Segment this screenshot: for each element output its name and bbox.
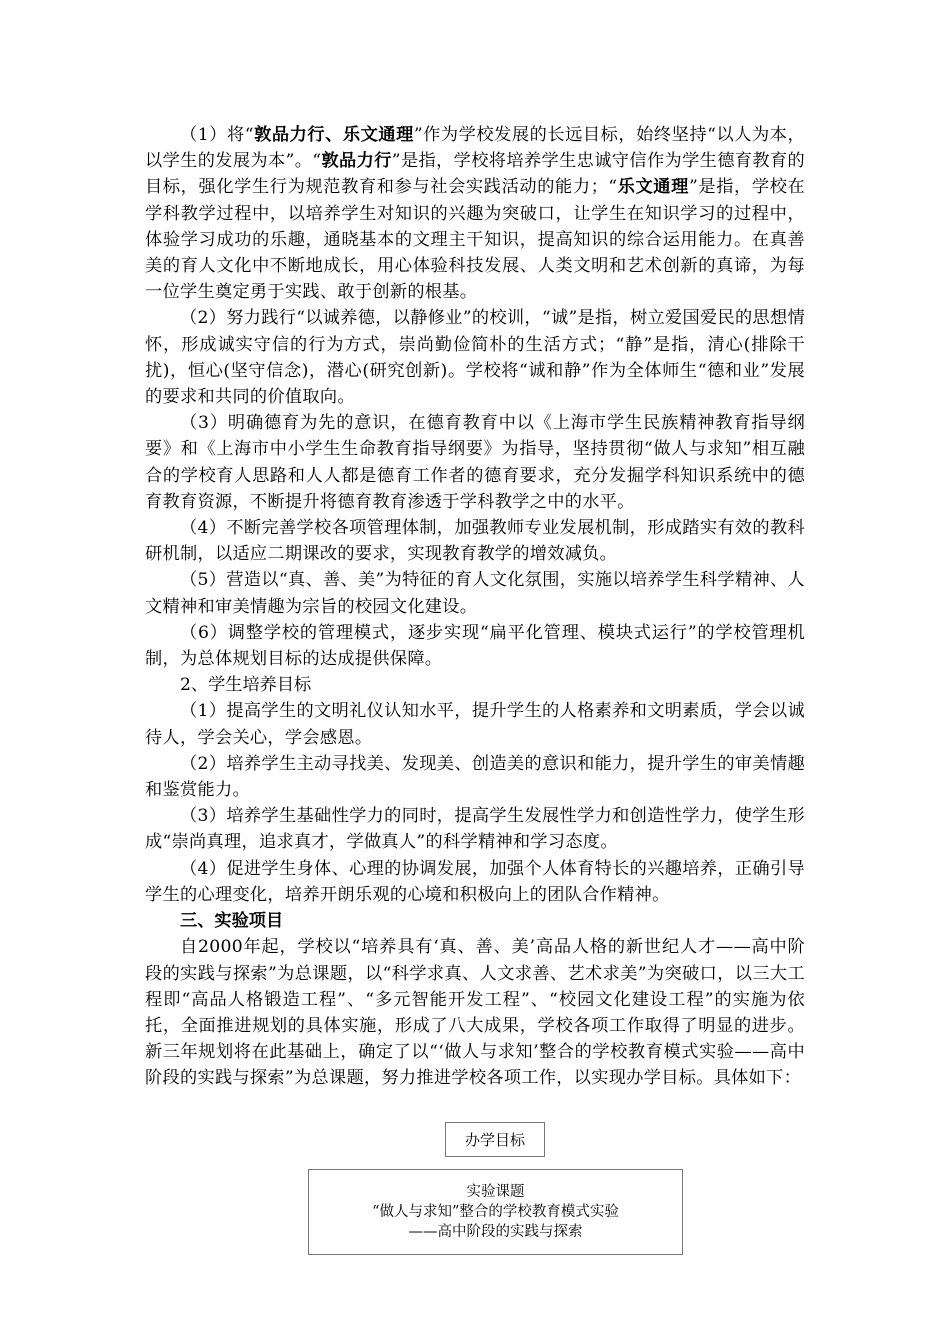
text-segment: ”是指，学校在学科教学过程中，以培养学生对知识的兴趣为突破口，让学生在知识学习的过程中，体验学习成功的乐趣，通晓基本的文理主干知识，提高知识的综合运用能力。在真善美的育人文化中不断地成长，用心体验科技发展、人类文明和艺术创新的真谛，为每一位学生奠定勇于实践、敢于创新的根基。 — [145, 177, 806, 303]
goal-paragraph-5: （5）营造以“真、善、美”为特征的育人文化氛围，实施以培养学生科学精神、人文精神和审美情趣为宗旨的校园文化建设。 — [145, 570, 805, 617]
student-goal-4: （4）促进学生身体、心理的协调发展，加强个人体育特长的兴趣培养，正确引导学生的心理变化，培养开朗乐观的心境和积极向上的团队合作精神。 — [145, 858, 805, 905]
goal-paragraph-3: （3）明确德育为先的意识，在德育教育中以《上海市学生民族精神教育指导纲要》和《上海市中小学生生命教育指导纲要》为指导，坚持贯彻“做人与求知”相互融合的学校育人思路和人人都是德育工作者的德育要求，充分发掘学科知识系统中的德育教育资源，不断提升将德育教育渗透于学科教学之中的水平。 — [145, 413, 805, 512]
topic-subtitle: ——高中阶段的实践与探索 — [408, 1224, 583, 1240]
text-segment: （1）将“ — [180, 125, 254, 145]
school-goal-box — [445, 1122, 545, 1157]
text-segment: ”作为学校发展的长远目标，始终坚持“以人为本，以学生的发展为本”。“ — [145, 125, 805, 172]
goal-paragraph-6: （6）调整学校的管理模式，逐步实现“扁平化管理、模块式运行”的学校管理机制，为总体规划目标的达成提供保障。 — [145, 622, 805, 670]
goal-paragraph-2: （2）努力践行“以诚养德，以静修业”的校训，“诚”是指，树立爱国爱民的思想情怀，形成诚实守信的行为方式，崇尚勤俭简朴的生活方式；“静”是指，清心(排除干扰)，恒心(坚守信念)，潜心(研究创新)。学校将“诚和静”作为全体师生“德和业”发展的要求和共同的价值取向。 — [145, 308, 805, 408]
bold-motto: 敦品力行、乐文通理 — [253, 125, 414, 145]
school-goal-label: 办学目标 — [464, 1131, 525, 1149]
goal-paragraph-1 — [145, 122, 805, 305]
student-goals-heading: 2、学生培养目标 — [180, 675, 312, 696]
topic-title: 实验课题 — [466, 1184, 525, 1200]
topic-name: “做人与求知”整合的学校教育模式实验 — [372, 1204, 619, 1220]
experiment-topic-box — [308, 1169, 683, 1255]
document-body — [145, 122, 805, 1092]
bold-motto: 乐文通理 — [617, 177, 689, 198]
text-segment: ”是指，学校将培养学生忠诚守信作为学生德育教育的目标，强化学生行为规范教育和参与社会实践活动的能力；“ — [145, 151, 806, 198]
goal-paragraph-4: （4）不断完善学校各项管理体制，加强教师专业发展机制，形成踏实有效的教科研机制，以适应二期课改的要求，实现教育教学的增效减负。 — [145, 518, 805, 565]
bold-motto: 敦品力行 — [321, 151, 392, 172]
student-goal-2: （2）培养学生主动寻找美、发现美、创造美的意识和能力，提升学生的审美情趣和鉴赏能力。 — [145, 753, 805, 801]
experiment-paragraph: 自2000年起，学校以“培养具有‘真、善、美’高品人格的新世纪人才——高中阶段的实践与探索”为总课题，以“科学求真、人文求善、艺术求美”为突破口，以三大工程即“高品人格锻造工程”、“多元智能开发工程”、“校园文化建设工程”的实施为依托，全面推进规划的具体实施，形成了八大成果，学校各项工作取得了明显的进步。新三年规划将在此基础上，确定了以“‘做人与求知’整合的学校教育模式实验——高中阶段的实践与探索”为总课题，努力推进学校各项工作，以实现办学目标。具体如下： — [145, 937, 805, 1089]
student-goal-3: （3）培养学生基础性学力的同时，提高学生发展性学力和创造性学力，使学生形成“崇尚真理，追求真才，学做真人”的科学精神和学习态度。 — [145, 806, 805, 853]
student-goal-1: （1）提高学生的文明礼仪认知水平，提升学生的人格素养和文明素质，学会以诚待人，学会关心，学会感恩。 — [145, 701, 805, 748]
section-heading-experiment: 三、实验项目 — [180, 911, 284, 932]
